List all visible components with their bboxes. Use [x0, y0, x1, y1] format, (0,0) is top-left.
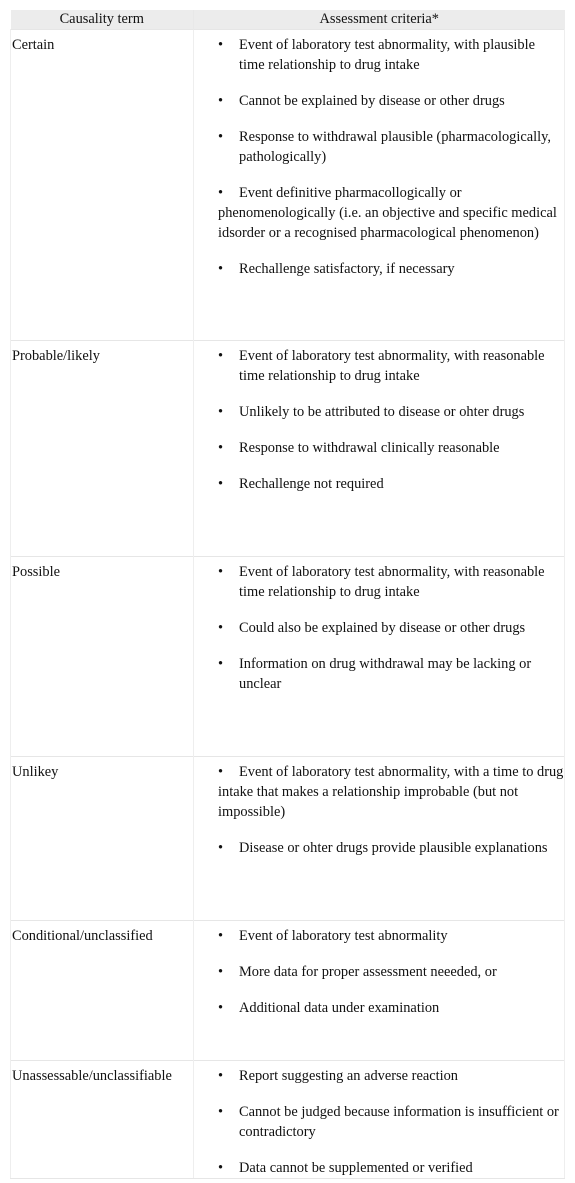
criteria-item: [218, 1066, 564, 1086]
criteria-text: Information on drug withdrawal may be lacking or unclear: [239, 656, 532, 692]
bullet-icon: •: [218, 1000, 224, 1016]
bullet-icon: •: [218, 37, 224, 53]
bullet-icon: •: [218, 1160, 224, 1176]
criteria-cell: [194, 30, 565, 341]
criteria-text: Cannot be judged because information is insufficient or contradictory: [239, 1104, 559, 1140]
criteria-item: [218, 259, 564, 279]
criteria-list: [218, 926, 564, 1018]
criteria-text: Data cannot be supplemented or verified: [239, 1160, 473, 1176]
criteria-text: Event of laboratory test abnormality: [239, 928, 448, 944]
criteria-text: Report suggesting an adverse reaction: [239, 1068, 458, 1084]
bullet-icon: •: [218, 564, 224, 580]
criteria-item: [218, 127, 564, 167]
criteria-text: Disease or ohter drugs provide plausible explanations: [239, 840, 548, 856]
bullet-icon: •: [218, 476, 224, 492]
header-causality-term: Causality term: [11, 10, 194, 30]
causality-term-unlikely: Unlikey: [11, 757, 194, 921]
causality-term-conditional: Conditional/unclassified: [11, 921, 194, 1061]
criteria-text: Could also be explained by disease or other drugs: [239, 620, 526, 636]
criteria-item: [218, 1158, 564, 1178]
criteria-text: Response to withdrawal plausible (pharmacologically, pathologically): [239, 129, 551, 165]
criteria-item: [218, 998, 564, 1018]
bullet-icon: •: [218, 764, 224, 780]
bullet-icon: •: [218, 129, 224, 145]
criteria-text: Event of laboratory test abnormality, with reasonable time relationship to drug intake: [239, 564, 545, 600]
causality-term-possible: Possible: [11, 557, 194, 757]
criteria-item: [218, 346, 564, 386]
table-row: [11, 757, 565, 921]
criteria-text: Rechallenge not required: [239, 476, 384, 492]
criteria-list: [218, 1066, 564, 1178]
criteria-item: [218, 962, 564, 982]
bullet-icon: •: [218, 840, 224, 856]
causality-term-unassessable: Unassessable/unclassifiable: [11, 1061, 194, 1179]
criteria-text: Response to withdrawal clinically reasonable: [239, 440, 500, 456]
causality-term-certain: Certain: [11, 30, 194, 341]
criteria-list: [218, 762, 564, 858]
criteria-item: [218, 474, 564, 494]
table-row: [11, 1061, 565, 1179]
criteria-list: [218, 35, 564, 279]
bullet-icon: •: [218, 348, 224, 364]
causality-term-probable: Probable/likely: [11, 341, 194, 557]
criteria-list: [218, 346, 564, 494]
criteria-text: Event of laboratory test abnormality, with plausible time relationship to drug intake: [239, 37, 535, 73]
header-row: [11, 10, 565, 30]
bullet-icon: •: [218, 261, 224, 277]
bullet-icon: •: [218, 964, 224, 980]
bullet-icon: •: [218, 620, 224, 636]
criteria-item: [218, 91, 564, 111]
criteria-list: [218, 562, 564, 694]
table-row: [11, 921, 565, 1061]
table-row: [11, 557, 565, 757]
criteria-text: Event of laboratory test abnormality, with a time to drug intake that makes a relationship improbable (but not impossible): [218, 764, 564, 820]
criteria-text: More data for proper assessment neeeded, or: [239, 964, 497, 980]
table-row: [11, 30, 565, 341]
bullet-icon: •: [218, 404, 224, 420]
bullet-icon: •: [218, 185, 224, 201]
criteria-item: [218, 654, 564, 694]
criteria-item: [218, 35, 564, 75]
criteria-cell: [194, 921, 565, 1061]
criteria-item: [218, 838, 564, 858]
table-header: [11, 10, 565, 30]
criteria-cell: [194, 341, 565, 557]
criteria-text: Rechallenge satisfactory, if necessary: [239, 261, 455, 277]
bullet-icon: •: [218, 656, 224, 672]
criteria-item: [218, 562, 564, 602]
criteria-text: Event of laboratory test abnormality, with reasonable time relationship to drug intake: [239, 348, 545, 384]
bullet-icon: •: [218, 1104, 224, 1120]
table-row: [11, 341, 565, 557]
bullet-icon: •: [218, 440, 224, 456]
criteria-text: Cannot be explained by disease or other drugs: [239, 93, 505, 109]
criteria-item: [218, 1102, 564, 1142]
header-assessment-criteria: Assessment criteria*: [194, 10, 565, 30]
criteria-cell: [194, 757, 565, 921]
criteria-item: [218, 438, 564, 458]
criteria-item: [218, 183, 564, 243]
bullet-icon: •: [218, 928, 224, 944]
table-body: [11, 30, 565, 1179]
criteria-text: Unlikely to be attributed to disease or ohter drugs: [239, 404, 525, 420]
criteria-text: Additional data under examination: [239, 1000, 440, 1016]
bullet-icon: •: [218, 93, 224, 109]
criteria-item: [218, 618, 564, 638]
criteria-cell: [194, 1061, 565, 1179]
causality-table: [10, 10, 565, 1179]
criteria-item: [218, 762, 564, 822]
criteria-item: [218, 926, 564, 946]
bullet-icon: •: [218, 1068, 224, 1084]
criteria-item: [218, 402, 564, 422]
criteria-cell: [194, 557, 565, 757]
criteria-text: Event definitive pharmacollogically or phenomenologically (i.e. an objective and specific medical idsorder or a recognised pharmacological phenomenon): [218, 185, 557, 241]
